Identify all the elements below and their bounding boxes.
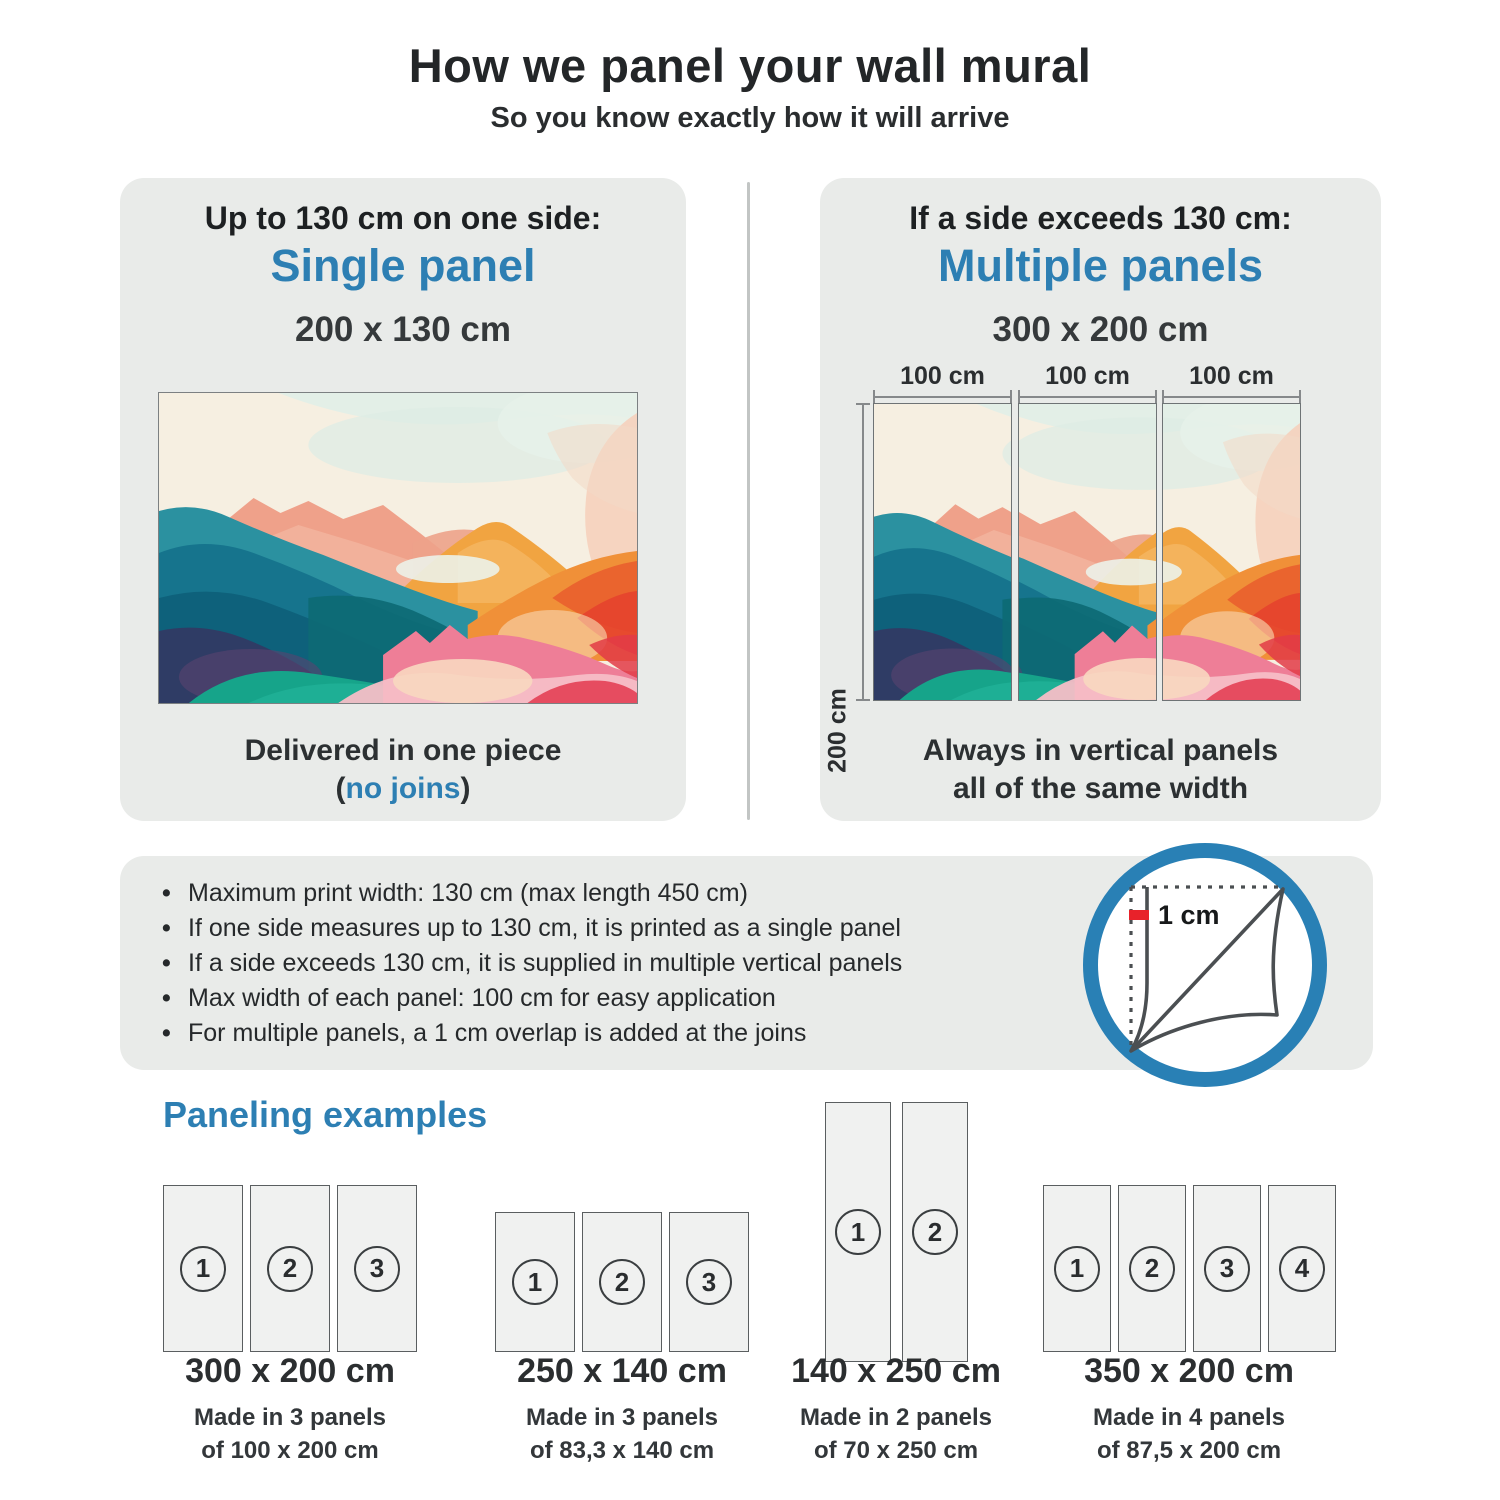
single-panel-mural-image xyxy=(158,392,638,704)
example-of-line: of 83,3 x 140 cm xyxy=(529,1437,715,1464)
multiple-panels-caption-line2: all of the same width xyxy=(952,772,1249,805)
example-panel xyxy=(669,1212,749,1352)
example-caption-300x200 xyxy=(130,1352,450,1467)
example-of-line: of 87,5 x 200 cm xyxy=(1096,1437,1282,1464)
page-subtitle: So you know exactly how it will arrive xyxy=(490,102,1010,134)
multiple-panels-condition: If a side exceeds 130 cm: xyxy=(909,200,1292,236)
close-paren: ) xyxy=(460,772,471,805)
example-panel xyxy=(337,1185,417,1352)
card-divider xyxy=(747,182,750,820)
example-of-line: of 100 x 200 cm xyxy=(201,1437,379,1464)
single-panel-caption-line2 xyxy=(120,772,686,806)
page-title: How we panel your wall mural xyxy=(408,39,1092,92)
info-bullet: • Max width of each panel: 100 cm for easy application xyxy=(158,981,902,1016)
open-paren: ( xyxy=(335,772,346,805)
example-panels-300x200 xyxy=(163,1185,417,1352)
page-curl-icon xyxy=(1111,867,1297,1063)
overlap-1cm-label: 1 cm xyxy=(1158,900,1220,930)
examples-heading: Paneling examples xyxy=(163,1094,488,1135)
panel-number-badge: 4 xyxy=(1279,1246,1325,1292)
dimension-line-left xyxy=(856,403,870,701)
example-panel xyxy=(1118,1185,1186,1352)
overlap-circle-badge xyxy=(1083,843,1327,1087)
multiple-panels-heading: Multiple panels xyxy=(937,240,1264,291)
dimension-line-top-2 xyxy=(1018,390,1157,404)
example-caption-250x140 xyxy=(462,1352,782,1467)
mural-artwork-slice-3 xyxy=(1163,404,1300,700)
panel-number-badge: 3 xyxy=(354,1246,400,1292)
panel-number-badge: 1 xyxy=(835,1209,881,1255)
panel-height-label: 200 cm xyxy=(823,688,852,773)
single-panel-heading: Single panel xyxy=(270,240,536,291)
example-panel xyxy=(825,1102,891,1362)
info-bullet: • For multiple panels, a 1 cm overlap is added at the joins xyxy=(158,1016,902,1051)
example-size: 300 x 200 cm xyxy=(185,1352,395,1390)
panel-number-badge: 3 xyxy=(686,1259,732,1305)
example-panel xyxy=(163,1185,243,1352)
panel-number-badge: 1 xyxy=(180,1246,226,1292)
example-panel xyxy=(250,1185,330,1352)
panel-number-badge: 2 xyxy=(599,1259,645,1305)
mural-slice-3 xyxy=(1162,403,1301,701)
dimension-line-top-1 xyxy=(873,390,1012,404)
example-made-line: Made in 4 panels xyxy=(1092,1404,1286,1431)
panel-width-label-3: 100 cm xyxy=(1189,362,1274,390)
example-panels-140x250 xyxy=(825,1102,968,1362)
multiple-panels-caption-line1: Always in vertical panels xyxy=(922,734,1279,767)
example-size: 250 x 140 cm xyxy=(517,1352,727,1390)
example-size: 140 x 250 cm xyxy=(791,1352,1001,1390)
mural-artwork xyxy=(159,393,637,703)
example-panel xyxy=(902,1102,968,1362)
example-caption-350x200 xyxy=(1029,1352,1349,1467)
example-of-line: of 70 x 250 cm xyxy=(813,1437,979,1464)
panel-number-badge: 2 xyxy=(267,1246,313,1292)
panel-number-badge: 1 xyxy=(1054,1246,1100,1292)
info-bullet: • If a side exceeds 130 cm, it is supplied in multiple vertical panels xyxy=(158,946,902,981)
example-panels-250x140 xyxy=(495,1212,749,1352)
example-caption-140x250 xyxy=(736,1352,1056,1467)
example-panel xyxy=(582,1212,662,1352)
panel-number-badge: 3 xyxy=(1204,1246,1250,1292)
example-made-line: Made in 2 panels xyxy=(799,1404,993,1431)
example-panels-350x200 xyxy=(1043,1185,1336,1352)
mural-slice-1 xyxy=(873,403,1012,701)
mural-artwork-slice-1 xyxy=(874,404,1011,700)
single-panel-card xyxy=(120,178,686,821)
panel-width-label-1: 100 cm xyxy=(900,362,985,390)
example-panel xyxy=(1268,1185,1336,1352)
example-panel xyxy=(1193,1185,1261,1352)
example-panel xyxy=(495,1212,575,1352)
example-made-line: Made in 3 panels xyxy=(525,1404,719,1431)
no-joins-highlight: no joins xyxy=(345,772,461,805)
multiple-panels-dimensions: 300 x 200 cm xyxy=(992,310,1209,349)
multiple-panels-card xyxy=(820,178,1381,821)
single-panel-condition: Up to 130 cm on one side: xyxy=(204,200,602,236)
mural-artwork-slice-2 xyxy=(1019,404,1156,700)
panel-number-badge: 1 xyxy=(512,1259,558,1305)
mural-slice-2 xyxy=(1018,403,1157,701)
example-made-line: Made in 3 panels xyxy=(193,1404,387,1431)
panel-width-label-2: 100 cm xyxy=(1045,362,1130,390)
panel-number-badge: 2 xyxy=(1129,1246,1175,1292)
example-panel xyxy=(1043,1185,1111,1352)
single-panel-dimensions: 200 x 130 cm xyxy=(294,310,511,349)
single-panel-caption-line1: Delivered in one piece xyxy=(244,734,562,767)
info-bullet: • If one side measures up to 130 cm, it is printed as a single panel xyxy=(158,911,902,946)
dimension-line-top-3 xyxy=(1162,390,1301,404)
panel-number-badge: 2 xyxy=(912,1209,958,1255)
info-bullet-list xyxy=(158,876,902,1051)
example-size: 350 x 200 cm xyxy=(1084,1352,1294,1390)
info-bullet: • Maximum print width: 130 cm (max length 450 cm) xyxy=(158,876,902,911)
